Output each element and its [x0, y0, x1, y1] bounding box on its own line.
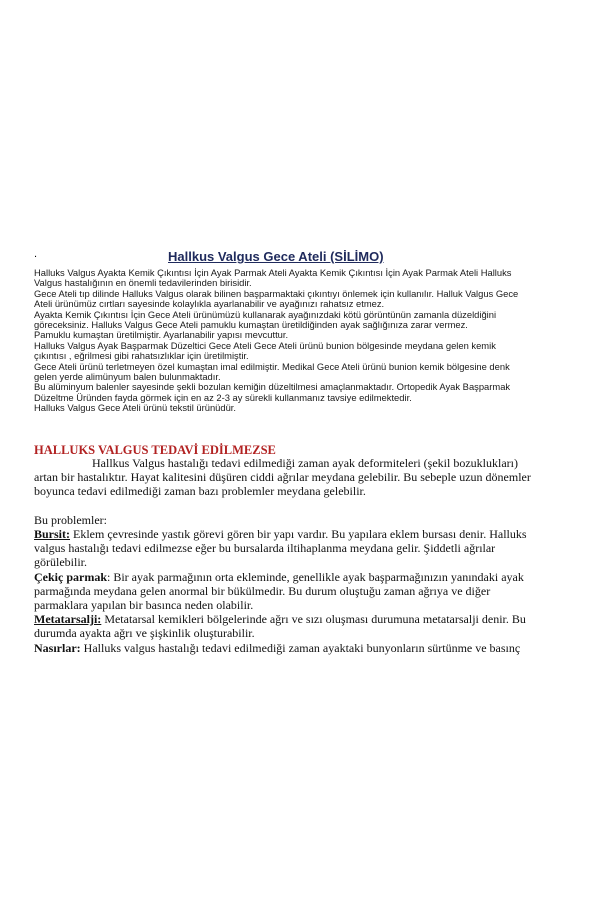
metatarsalji-text: Metatarsal kemikleri bölgelerinde ağrı ve sızı oluşması durumuna metatarsalji denir. Bu — [101, 612, 526, 627]
cekic-line — [34, 570, 564, 584]
description-line: Gece Ateli tıp dilinde Halluks Valgus olarak bilinen başparmaktaki çıkıntıyı önlemek için kullanılır. Halluk Valgus Gece — [34, 287, 519, 299]
description-line: Gece Ateli ürünü terletmeyen özel kumaştan imal edilmiştir. Medikal Gece Ateli ürünü bunion kemik bölgesine denk — [34, 360, 510, 372]
metatarsalji-term: Metatarsalji: — [34, 612, 102, 627]
description-line: Pamuklu kumaştan üretilmiştir. Ayarlanabilir yapısı mevcuttur. — [34, 329, 289, 341]
intro-line: artan bir hastalıktır. Hayat kalitesini düşüren ciddi ağrılar meydana gelebilir. Bu sebeple uzun dönemler — [34, 470, 531, 485]
nasirlar-line — [34, 641, 564, 655]
cekic-line: parmağında meydana gelen anormal bir bükülmedir. Bu durum oluştuğu zaman ağrıya ve diğer — [34, 583, 491, 598]
description-line: göreceksiniz. Halluks Valgus Gece Ateli pamuklu kumaştan üretildiğinden ayak sağlığınıza zarar vermez. — [34, 319, 468, 331]
page-title: Hallkus Valgus Gece Ateli (SİLİMO) — [168, 249, 384, 264]
cekic-text: : Bir ayak parmağının orta ekleminde, genellikle ayak başparmağınızın yanındaki ayak — [107, 569, 524, 584]
intro-line: boyunca tedavi edilmediği zaman bazı problemler meydana gelebilir. — [34, 484, 366, 499]
description-line: çıkıntısı , eğrilmesi gibi rahatsızlıklar için üretilmiştir. — [34, 350, 249, 362]
bursit-line: valgus hastalığı tedavi edilmezse eğer bu bursalarda iltihaplanma meydana gelir. Şiddetli ağrılar — [34, 541, 496, 556]
description-line: Valgus hastalığının en önemli tedavilerinden birisidir. — [34, 277, 252, 289]
description-line: Bu alüminyum balenler sayesinde şekli bozulan kemiğin düzeltilmesi amaçlanmaktadır. Ortopedik Ayak Başparmak — [34, 381, 511, 393]
description-line: Düzeltme Üründen fayda görmek için en az 2-3 ay sürekli kullanmanız tavsiye edilmektedir. — [34, 391, 412, 403]
bullet-dot: . — [34, 248, 38, 260]
bursit-term: Bursit: — [34, 527, 70, 541]
description-line: Ayakta Kemik Çıkıntısı İçin Gece Ateli ürünümüzü kullanarak ayağınızdaki kötü görüntünün zamanla düzeldiğini — [34, 308, 497, 320]
bursit-line: görülebilir. — [34, 555, 87, 570]
problems-intro: Bu problemler: — [34, 512, 107, 527]
description-line: Halluks Valgus Ayakta Kemik Çıkıntısı İçin Ayak Parmak Ateli Ayakta Kemik Çıkıntısı İçin Ayak Parmak Ateli Halluks — [34, 267, 512, 278]
bursit-line — [34, 527, 564, 541]
metatarsalji-line — [34, 612, 564, 626]
description-line: Halluks Valgus Gece Ateli ürünü tekstil ürünüdür. — [34, 402, 237, 414]
product-description — [34, 268, 564, 414]
nasirlar-text: Halluks valgus hastalığı tedavi edilmediği zaman ayaktaki bunyonların sürtünme ve basınç — [80, 640, 521, 655]
description-line: Ateli ürünümüz cırtları sayesinde kolaylıkla ayarlanabilir ve ayağınızı rahatsız etmez. — [34, 298, 385, 310]
paragraph-gap — [34, 499, 564, 513]
nasirlar-term: Nasırlar: — [34, 640, 81, 655]
description-line: Halluks Valgus Ayak Başparmak Düzeltici Gece Ateli Gece Ateli ürünü bunion bölgesinde meydana gelen kemik — [34, 339, 496, 351]
intro-line: Hallkus Valgus hastalığı tedavi edilmediği zaman ayak deformiteleri (şekil bozuklukları) — [92, 456, 518, 470]
section-body — [34, 456, 564, 655]
metatarsalji-line: durumda ayakta ağrı ve şişkinlik oluşturabilir. — [34, 626, 255, 641]
cekic-term: Çekiç parmak — [34, 569, 107, 584]
description-line: gelen yerde alimünyum balen bulunmaktadır. — [34, 371, 221, 383]
cekic-line: parmaklara yapılan bir basınca neden olabilir. — [34, 598, 254, 613]
section-heading: HALLUKS VALGUS TEDAVİ EDİLMEZSE — [34, 443, 276, 457]
bursit-text: Eklem çevresinde yastık görevi gören bir yapı vardır. Bu yapılara eklem bursası denir. Halluks — [70, 527, 527, 541]
